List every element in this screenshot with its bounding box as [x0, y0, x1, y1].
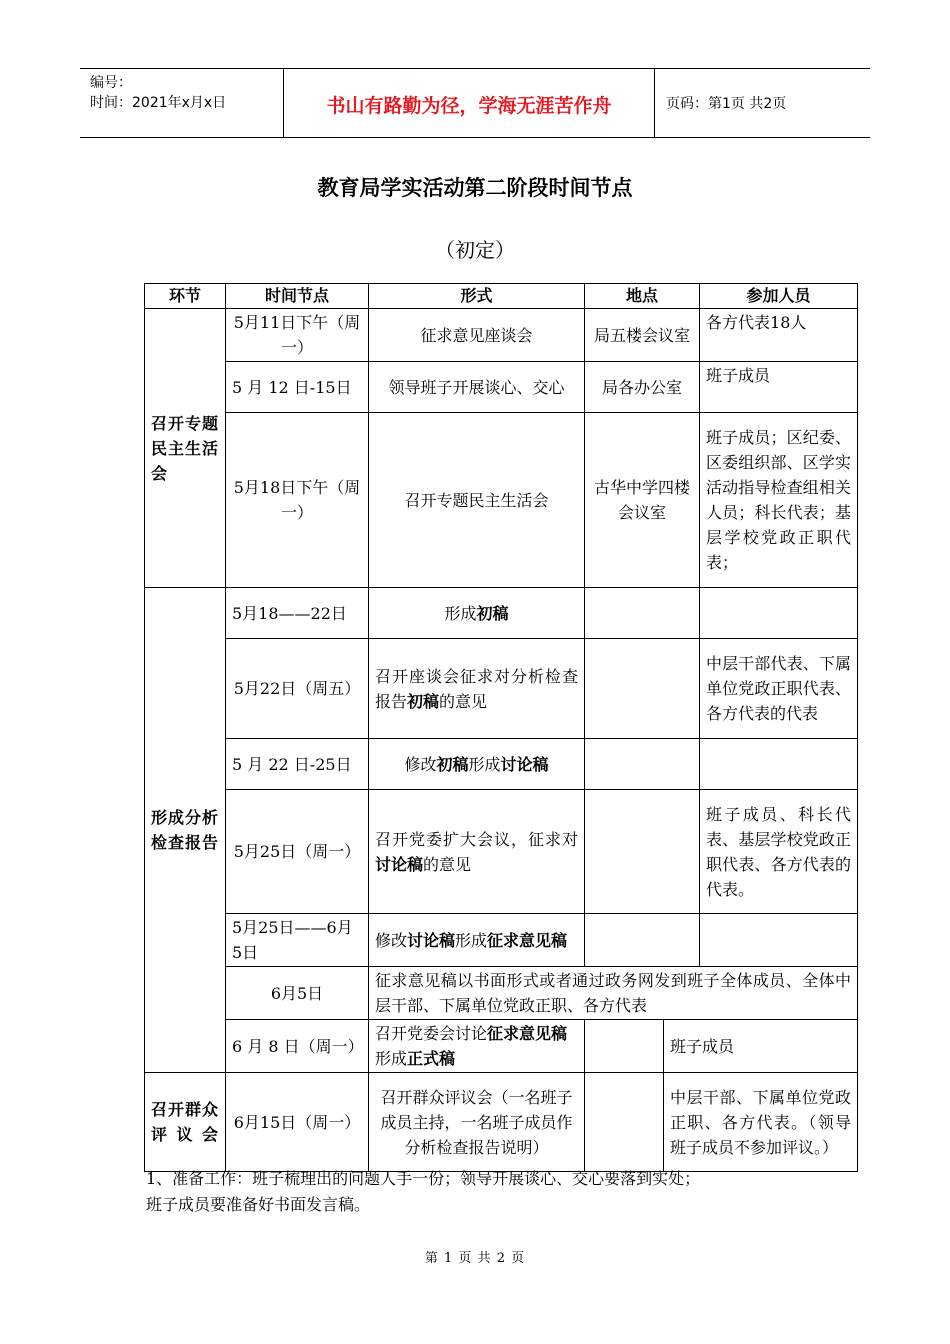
place-cell	[585, 1073, 664, 1172]
table-row	[145, 413, 858, 588]
form-cell: 领导班子开展谈心、交心	[369, 362, 585, 413]
page-header	[80, 68, 870, 138]
form-keyword: 讨论稿	[375, 854, 424, 874]
people-cell: 各方代表18人	[700, 309, 858, 362]
form-cell: 召开专题民主生活会	[369, 413, 585, 588]
header-motto: 书山有路勤为径，学海无涯苦作舟	[326, 95, 612, 117]
form-keyword: 初稿	[407, 691, 440, 711]
people-cell	[700, 588, 858, 639]
people-cell: 班子成员	[664, 1020, 858, 1073]
people-cell: 中层干部、下属单位党政正职、各方代表。（领导班子成员不参加评议。）	[664, 1073, 858, 1172]
time-cell: 5月11日下午（周一）	[226, 309, 369, 362]
time-cell: 5 月 22 日-25日	[226, 739, 369, 790]
table-row	[145, 309, 858, 362]
place-cell	[585, 790, 700, 914]
people-cell	[700, 914, 858, 967]
time-cell: 6月15日（周一）	[226, 1073, 369, 1172]
col-header-time: 时间节点	[226, 284, 369, 309]
col-header-people: 参加人员	[700, 284, 858, 309]
form-text: 形成	[375, 1049, 408, 1068]
place-cell	[585, 1020, 664, 1073]
document-title: 教育局学实活动第二阶段时间节点	[317, 175, 633, 200]
schedule-table	[144, 283, 858, 1172]
document-subtitle: （初定）	[435, 238, 515, 262]
form-keyword: 征求意见稿	[487, 1024, 568, 1043]
form-keyword: 正式稿	[407, 1049, 456, 1068]
people-cell: 班子成员、科长代表、基层学校党政正职代表、各方代表的代表。	[700, 790, 858, 914]
form-text: 形成	[455, 930, 488, 950]
table-row	[145, 790, 858, 914]
form-cell	[369, 739, 585, 790]
time-cell: 6月5日	[226, 967, 369, 1020]
time-cell: 5 月 12 日-15日	[226, 362, 369, 413]
note-line: 班子成员要准备好书面发言稿。	[146, 1195, 371, 1214]
form-cell	[369, 914, 585, 967]
form-text: 召开党委扩大会议，征求对	[375, 829, 578, 849]
people-cell: 中层干部代表、下属单位党政正职代表、各方代表的代表	[700, 639, 858, 739]
stage-cell: 形成分析检查报告	[145, 588, 226, 1073]
header-divider	[654, 69, 655, 137]
table-row	[145, 1020, 858, 1073]
form-cell: 征求意见稿以书面形式或者通过政务网发到班子全体成员、全体中层干部、下属单位党政正职、各方代表	[369, 967, 858, 1020]
form-cell	[369, 790, 585, 914]
place-cell: 古华中学四楼会议室	[585, 413, 700, 588]
form-keyword: 征求意见稿	[487, 930, 568, 950]
people-cell	[700, 739, 858, 790]
place-cell: 局各办公室	[585, 362, 700, 413]
people-cell: 班子成员；区纪委、区委组织部、区学实活动指导检查组相关人员；科长代表；基层学校党政正职代表；	[700, 413, 858, 588]
form-cell	[369, 639, 585, 739]
notes	[146, 1166, 700, 1218]
form-cell	[369, 588, 585, 639]
table-row	[145, 1073, 858, 1172]
time-cell: 5月18日下午（周一）	[226, 413, 369, 588]
place-cell: 局五楼会议室	[585, 309, 700, 362]
col-header-form: 形式	[369, 284, 585, 309]
stage-cell: 召开群众评议会	[145, 1073, 226, 1172]
form-text: 形成	[468, 754, 501, 774]
time-cell: 5月18——22日	[226, 588, 369, 639]
header-page-info: 页码：第1页 共2页	[666, 96, 787, 112]
col-header-place: 地点	[585, 284, 700, 309]
table-header-row	[145, 284, 858, 309]
table-row	[145, 914, 858, 967]
form-cell: 召开群众评议会（一名班子成员主持，一名班子成员作分析检查报告说明）	[369, 1073, 585, 1172]
form-text: 召开座谈会征求对分析检查报告	[375, 666, 578, 711]
table-row	[145, 639, 858, 739]
form-cell: 征求意见座谈会	[369, 309, 585, 362]
serial-label: 编号：	[90, 75, 132, 91]
form-text: 的意见	[439, 691, 488, 711]
note-line: 1、准备工作：班子梳理出的问题人手一份；领导开展谈心、交心要落到实处；	[146, 1169, 701, 1188]
place-cell	[585, 639, 700, 739]
table-row	[145, 362, 858, 413]
time-cell: 5月25日（周一）	[226, 790, 369, 914]
form-keyword: 讨论稿	[407, 930, 456, 950]
form-text: 形成	[444, 603, 477, 623]
header-meta	[90, 73, 226, 113]
page-footer: 第 1 页 共 2 页	[424, 1251, 526, 1266]
time-cell: 5月22日（周五）	[226, 639, 369, 739]
form-keyword: 初稿	[476, 603, 509, 623]
time-cell: 6 月 8 日（周一）	[226, 1020, 369, 1073]
form-text: 修改	[375, 930, 408, 950]
people-cell: 班子成员	[700, 362, 858, 413]
place-cell	[585, 588, 700, 639]
form-cell	[369, 1020, 585, 1073]
table-row	[145, 967, 858, 1020]
table-row	[145, 588, 858, 639]
form-text: 的意见	[423, 854, 472, 874]
col-header-stage: 环节	[145, 284, 226, 309]
stage-cell: 召开专题民主生活会	[145, 309, 226, 588]
form-text: 修改	[404, 754, 437, 774]
place-cell	[585, 739, 700, 790]
time-cell: 5月25日——6月5日	[226, 914, 369, 967]
form-keyword: 讨论稿	[500, 754, 549, 774]
form-text: 召开党委会讨论	[375, 1024, 488, 1043]
date-text: 时间：2021年x月x日	[90, 95, 227, 111]
place-cell	[585, 914, 700, 967]
table-row	[145, 739, 858, 790]
form-keyword: 初稿	[436, 754, 469, 774]
